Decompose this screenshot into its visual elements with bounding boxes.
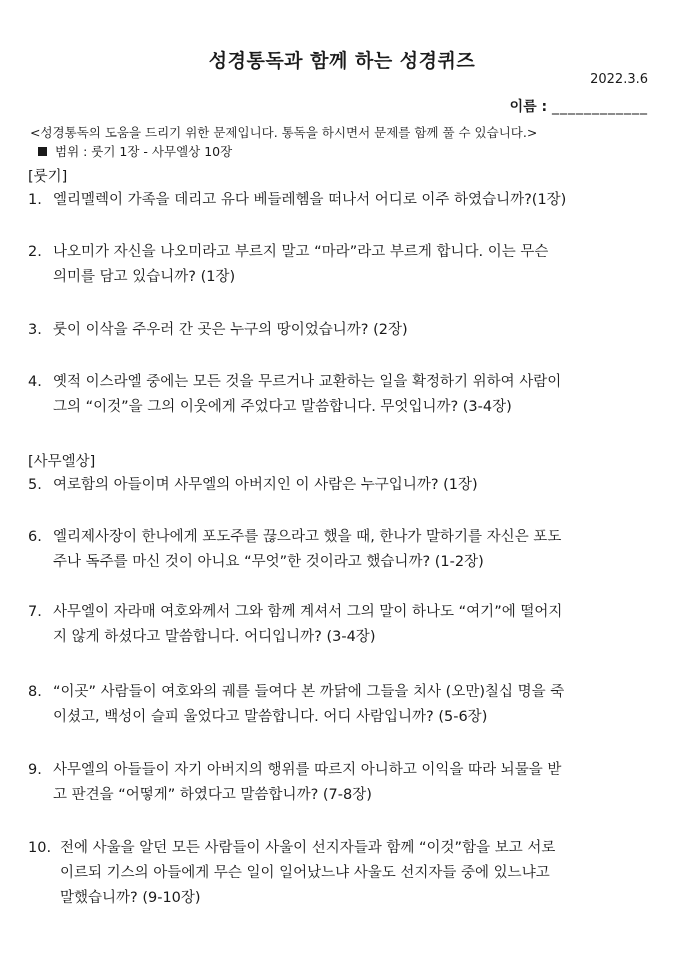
question-text-cont: 그의 “이것”을 그의 이웃에게 주었다고 말씀합니다. 무엇입니까? (3-4장) (53, 399, 512, 415)
question-text-cont: 지 않게 하셨다고 말씀합니다. 어디입니까? (3-4장) (53, 629, 376, 645)
question-number: 4. (28, 374, 42, 390)
question-number: 3. (28, 322, 42, 338)
question-5 (28, 473, 650, 498)
question-number: 6. (28, 529, 42, 545)
question-text-cont: 이셨고, 백성이 슬피 울었다고 말씀합니다. 어디 사람입니까? (5-6장) (53, 709, 488, 725)
question-text: 나오미가 자신을 나오미라고 부르지 말고 “마라”라고 부르게 합니다. 이는 무슨 (53, 244, 549, 260)
question-6 (28, 525, 650, 575)
name-label: 이름 : (509, 99, 548, 115)
question-number: 9. (28, 762, 42, 778)
question-text: 엘리제사장이 한나에게 포도주를 끊으라고 했을 때, 한나가 말하기를 자신은 포도 (53, 529, 562, 545)
range-line (38, 142, 232, 160)
question-text: 엘리멜렉이 가족을 데리고 유다 베들레헴을 떠나서 어디로 이주 하였습니까?(1장) (53, 192, 567, 208)
question-7 (28, 600, 650, 650)
question-8 (28, 680, 650, 730)
page-title: 성경통독과 함께 하는 성경퀴즈 (208, 50, 476, 72)
question-3 (28, 318, 650, 343)
name-field (510, 96, 648, 116)
question-9 (28, 758, 650, 808)
question-number: 5. (28, 477, 42, 493)
section-heading-samuel: [사무엘상] (28, 454, 96, 470)
question-2 (28, 240, 650, 290)
question-text-cont: 말했습니까? (9-10장) (60, 890, 201, 906)
question-number: 2. (28, 244, 42, 260)
question-number: 10. (28, 840, 52, 856)
question-text: 사무엘의 아들들이 자기 아버지의 행위를 따르지 아니하고 이익을 따라 뇌물을 받 (53, 762, 562, 778)
intro-text: <성경통독의 도움을 드리기 위한 문제입니다. 통독을 하시면서 문제를 함께 풀 수 있습니다.> (30, 125, 538, 140)
question-text-cont: 이르되 기스의 아들에게 무슨 일이 일어났느냐 사울도 선지자들 중에 있느냐고 (60, 865, 550, 881)
question-number: 8. (28, 684, 42, 700)
square-bullet-icon (38, 147, 47, 156)
question-number: 7. (28, 604, 42, 620)
question-text: 여로함의 아들이며 사무엘의 아버지인 이 사람은 누구입니까? (1장) (53, 477, 478, 493)
question-text-cont: 의미를 담고 있습니까? (1장) (53, 269, 236, 285)
question-text: 전에 사울을 알던 모든 사람들이 사울이 선지자들과 함께 “이것”함을 보고 서로 (60, 840, 556, 856)
question-4 (28, 370, 650, 420)
section-heading-ruth: [룻기] (28, 169, 68, 185)
question-text: 사무엘이 자라매 여호와께서 그와 함께 계셔서 그의 말이 하나도 “여기”에 떨어지 (53, 604, 563, 620)
question-10 (28, 836, 650, 911)
date-label: 2022.3.6 (590, 72, 648, 87)
question-text: 룻이 이삭을 주우러 간 곳은 누구의 땅이었습니까? (2장) (53, 322, 408, 338)
range-text: 범위 : 룻기 1장 - 사무엘상 10장 (55, 144, 233, 159)
question-text: “이곳” 사람들이 여호와의 궤를 들여다 본 까닭에 그들을 치사 (오만)칠십 명을 죽 (53, 684, 565, 700)
question-1 (28, 188, 650, 213)
name-blank: ____________ (552, 99, 648, 115)
question-text: 옛적 이스라엘 중에는 모든 것을 무르거나 교환하는 일을 확정하기 위하여 사람이 (53, 374, 562, 390)
question-text-cont: 주나 독주를 마신 것이 아니요 “무엇”한 것이라고 했습니까? (1-2장) (53, 554, 484, 570)
question-number: 1. (28, 192, 42, 208)
question-text-cont: 고 판견을 “어떻게” 하였다고 말씀합니까? (7-8장) (53, 787, 372, 803)
